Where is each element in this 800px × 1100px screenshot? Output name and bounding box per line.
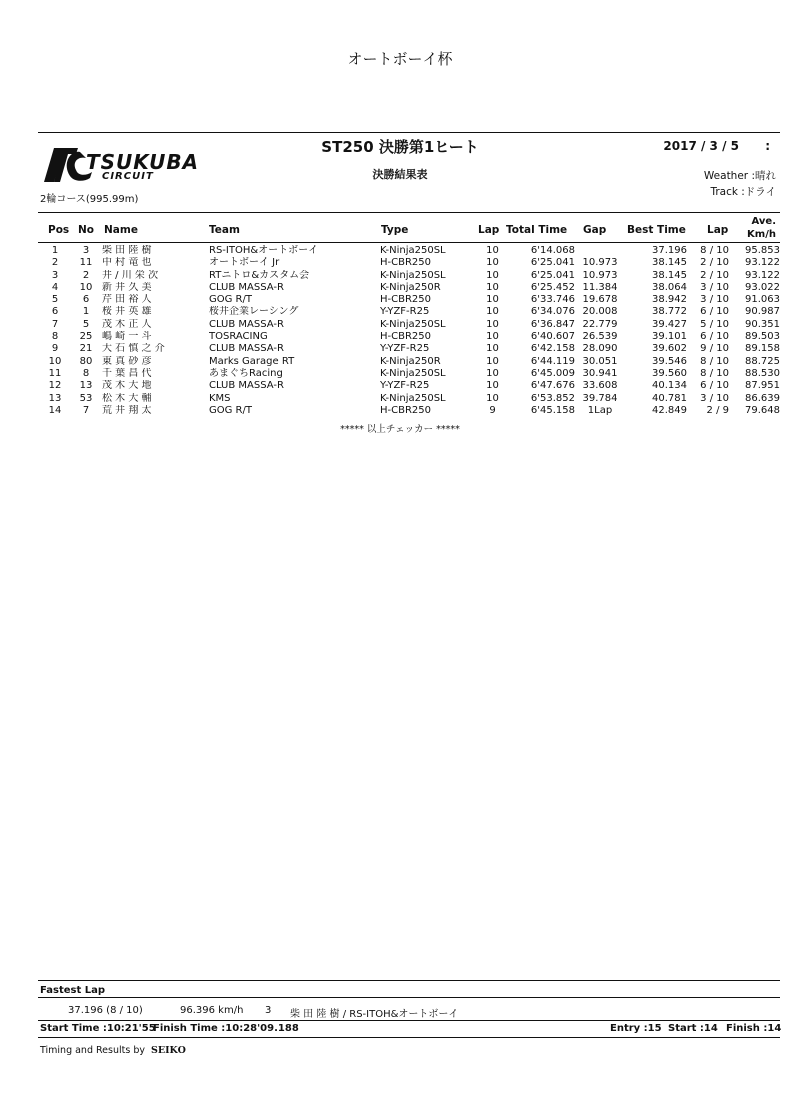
- row-lap: 10: [486, 343, 499, 355]
- table-row: [40, 380, 780, 392]
- row-total-time: 6'33.746: [530, 294, 575, 306]
- results-body: [40, 245, 780, 417]
- row-best-time: 42.849: [652, 404, 687, 416]
- race-date: [663, 139, 770, 153]
- row-team: RTニトロ&カスタム会: [209, 269, 310, 281]
- row-lap: 10: [486, 380, 499, 392]
- row-average-speed: 95.853: [745, 245, 780, 256]
- row-lap: 10: [486, 281, 499, 293]
- row-no: 1: [82, 306, 90, 318]
- row-gap: 11.384: [582, 281, 618, 293]
- race-date-extra: :: [765, 139, 770, 153]
- table-row: [40, 368, 780, 380]
- row-name: 松 木 大 輔: [102, 392, 152, 404]
- finish-time: Finish Time :10:28'09.188: [153, 1023, 299, 1034]
- row-total-time: 6'14.068: [530, 245, 575, 256]
- row-total-time: 6'45.158: [530, 404, 575, 416]
- row-total-time: 6'25.041: [530, 257, 575, 269]
- row-total-time: 6'40.607: [530, 331, 575, 343]
- row-name: 千 葉 昌 代: [102, 367, 152, 379]
- row-best-time: 38.064: [652, 281, 687, 293]
- row-lap: 10: [486, 269, 499, 281]
- header-top-rule: [38, 132, 780, 133]
- row-type: H-CBR250: [380, 294, 432, 306]
- row-total-time: 6'53.852: [530, 392, 575, 404]
- row-name: 茂 木 正 人: [102, 318, 152, 330]
- table-row: [40, 282, 780, 294]
- row-pos: 14: [48, 404, 62, 416]
- row-gap: 1Lap: [587, 404, 613, 416]
- row-best-lap: 9 / 10: [700, 343, 729, 355]
- row-lap: 10: [486, 331, 499, 343]
- logo-subtext: CIRCUIT: [102, 171, 154, 182]
- row-total-time: 6'45.009: [530, 367, 575, 379]
- row-type: K-Ninja250SL: [380, 318, 446, 330]
- row-best-lap: 8 / 10: [700, 245, 729, 256]
- table-row: [40, 306, 780, 318]
- row-no: 25: [79, 331, 93, 343]
- row-best-lap: 5 / 10: [700, 318, 729, 330]
- row-best-time: 39.101: [652, 331, 687, 343]
- col-best-lap: Lap: [707, 224, 729, 236]
- row-no: 21: [79, 343, 93, 355]
- row-best-time: 39.560: [652, 367, 687, 379]
- row-team: RS-ITOH&オートボーイ: [209, 245, 319, 256]
- row-team: オートボーイ Jr: [209, 257, 280, 269]
- table-row: [40, 257, 780, 269]
- col-name: Name: [104, 224, 138, 236]
- row-best-lap: 2 / 10: [700, 269, 729, 281]
- track-info: Track :ドライ: [710, 186, 776, 198]
- row-no: 6: [82, 294, 90, 306]
- row-team: GOG R/T: [209, 294, 252, 306]
- col-lap: Lap: [478, 224, 500, 236]
- row-gap: 10.973: [582, 269, 618, 281]
- col-average-label: Ave.: [751, 216, 776, 227]
- row-best-lap: 6 / 10: [700, 380, 729, 392]
- row-type: Y-YZF-R25: [380, 380, 430, 392]
- entry-count: Entry :15: [610, 1023, 662, 1034]
- row-lap: 10: [486, 392, 499, 404]
- checker-note: ***** 以上チェッカー *****: [340, 424, 460, 435]
- row-lap: 9: [489, 404, 496, 416]
- row-gap: 10.973: [582, 257, 618, 269]
- row-average-speed: 89.503: [745, 331, 780, 343]
- row-type: H-CBR250: [380, 257, 432, 269]
- race-date-value: 2017 / 3 / 5: [663, 139, 739, 153]
- row-name: 茂 木 大 地: [102, 380, 152, 392]
- row-name: 中 村 竜 也: [102, 257, 152, 269]
- fastest-mid-rule: [38, 997, 780, 998]
- row-best-lap: 2 / 9: [706, 404, 729, 416]
- row-team: CLUB MASSA-R: [209, 380, 284, 392]
- row-best-lap: 8 / 10: [700, 355, 729, 367]
- row-gap: 28.090: [582, 343, 618, 355]
- row-average-speed: 90.351: [745, 318, 780, 330]
- table-row: [40, 245, 780, 257]
- row-no: 3: [82, 245, 90, 256]
- row-average-speed: 91.063: [745, 294, 780, 306]
- row-type: H-CBR250: [380, 331, 432, 343]
- row-gap: 30.941: [582, 367, 618, 379]
- row-pos: 6: [51, 306, 59, 318]
- row-best-lap: 3 / 10: [700, 281, 729, 293]
- table-row: [40, 393, 780, 405]
- row-total-time: 6'47.676: [530, 380, 575, 392]
- row-no: 11: [79, 257, 93, 269]
- row-best-time: 38.145: [652, 269, 687, 281]
- row-best-time: 39.602: [652, 343, 687, 355]
- col-average-speed: [736, 215, 776, 241]
- columns-bottom-rule: [38, 242, 780, 243]
- row-gap: [575, 245, 625, 257]
- results-table: [40, 245, 780, 417]
- row-team: 桜井企業レーシング: [209, 306, 299, 318]
- row-team: KMS: [209, 392, 231, 404]
- row-average-speed: 93.122: [745, 269, 780, 281]
- row-no: 7: [82, 404, 90, 416]
- results-subtitle: 決勝結果表: [372, 168, 428, 181]
- row-average-speed: 88.530: [745, 367, 780, 379]
- row-name: 新 井 久 美: [102, 281, 152, 293]
- fastest-lap-speed: 96.396 km/h: [180, 1005, 244, 1016]
- table-row: [40, 356, 780, 368]
- col-gap: Gap: [583, 224, 607, 236]
- row-gap: 33.608: [582, 380, 618, 392]
- row-type: K-Ninja250SL: [380, 269, 446, 281]
- row-best-time: 40.134: [652, 380, 687, 392]
- row-best-lap: 3 / 10: [700, 392, 729, 404]
- row-total-time: 6'25.452: [530, 281, 575, 293]
- row-pos: 7: [51, 318, 59, 330]
- row-no: 53: [79, 392, 93, 404]
- columns-top-rule: [38, 212, 780, 213]
- row-average-speed: 88.725: [745, 355, 780, 367]
- row-best-time: 38.145: [652, 257, 687, 269]
- row-name: 桜 井 英 雄: [102, 306, 152, 318]
- row-team: あまぐちRacing: [209, 367, 283, 379]
- row-name: 荒 井 翔 太: [102, 404, 152, 416]
- row-team: CLUB MASSA-R: [209, 318, 284, 330]
- row-pos: 8: [51, 331, 59, 343]
- row-type: K-Ninja250R: [380, 281, 441, 293]
- fastest-lap-number: 3: [265, 1005, 272, 1016]
- fastest-lap-time: 37.196 (8 / 10): [68, 1005, 143, 1016]
- table-row: [40, 270, 780, 282]
- row-pos: 10: [48, 355, 62, 367]
- row-lap: 10: [486, 294, 499, 306]
- col-total-time: Total Time: [506, 224, 568, 236]
- col-type: Type: [381, 224, 409, 236]
- row-average-speed: 93.022: [745, 281, 780, 293]
- row-pos: 2: [51, 257, 59, 269]
- logo-text: TSUKUBA: [86, 150, 200, 174]
- row-best-time: 37.196: [652, 245, 687, 256]
- seiko-brand: SEIKO: [151, 1045, 186, 1056]
- row-pos: 9: [51, 343, 59, 355]
- row-type: K-Ninja250SL: [380, 245, 446, 256]
- row-total-time: 6'25.041: [530, 269, 575, 281]
- row-no: 2: [82, 269, 90, 281]
- weather-info: Weather :晴れ: [703, 170, 776, 182]
- row-lap: 10: [486, 245, 499, 256]
- row-best-time: 39.546: [652, 355, 687, 367]
- row-best-lap: 6 / 10: [700, 331, 729, 343]
- row-gap: 22.779: [582, 318, 618, 330]
- row-no: 5: [82, 318, 90, 330]
- row-total-time: 6'36.847: [530, 318, 575, 330]
- row-type: H-CBR250: [380, 404, 432, 416]
- row-best-lap: 3 / 10: [700, 294, 729, 306]
- timing-credit-text: Timing and Results by: [40, 1045, 145, 1056]
- row-name: 大 石 慎 之 介: [102, 343, 165, 355]
- row-lap: 10: [486, 306, 499, 318]
- col-average-unit: Km/h: [747, 229, 776, 240]
- col-pos: Pos: [48, 224, 70, 236]
- row-best-lap: 2 / 10: [700, 257, 729, 269]
- row-average-speed: 86.639: [745, 392, 780, 404]
- row-best-lap: 8 / 10: [700, 367, 729, 379]
- row-no: 8: [82, 367, 90, 379]
- table-row: [40, 405, 780, 417]
- row-total-time: 6'44.119: [530, 355, 575, 367]
- row-type: K-Ninja250R: [380, 355, 441, 367]
- finish-count: Finish :14: [726, 1023, 782, 1034]
- row-type: K-Ninja250SL: [380, 392, 446, 404]
- table-row: [40, 319, 780, 331]
- summary-bottom-rule: [38, 1037, 780, 1038]
- course-label: 2輪コース(995.99m): [40, 194, 139, 205]
- row-gap: 19.678: [582, 294, 618, 306]
- row-type: K-Ninja250SL: [380, 367, 446, 379]
- fastest-top-rule: [38, 980, 780, 981]
- row-name: 東 真 砂 彦: [102, 355, 152, 367]
- row-team: CLUB MASSA-R: [209, 281, 284, 293]
- col-best-time: Best Time: [627, 224, 686, 236]
- row-pos: 1: [51, 245, 59, 256]
- row-name: 井 / 川 栄 次: [102, 269, 159, 281]
- row-best-time: 40.781: [652, 392, 687, 404]
- row-no: 10: [79, 281, 93, 293]
- row-average-speed: 87.951: [745, 380, 780, 392]
- summary-top-rule: [38, 1020, 780, 1021]
- row-total-time: 6'34.076: [530, 306, 575, 318]
- race-title: ST250 決勝第1ヒート: [321, 138, 479, 156]
- fastest-lap-rider: 柴 田 陸 樹 / RS-ITOH&オートボーイ: [290, 1009, 459, 1020]
- row-type: Y-YZF-R25: [380, 343, 430, 355]
- row-gap: 20.008: [582, 306, 618, 318]
- timing-credit: [40, 1045, 186, 1056]
- table-row: [40, 294, 780, 306]
- row-name: 柴 田 陸 樹: [102, 245, 152, 256]
- row-average-speed: 79.648: [745, 404, 780, 416]
- row-pos: 4: [51, 281, 59, 293]
- row-pos: 13: [48, 392, 62, 404]
- row-best-time: 39.427: [652, 318, 687, 330]
- row-no: 80: [79, 355, 93, 367]
- row-lap: 10: [486, 318, 499, 330]
- start-count: Start :14: [668, 1023, 718, 1034]
- row-no: 13: [79, 380, 93, 392]
- row-best-lap: 6 / 10: [700, 306, 729, 318]
- row-pos: 3: [51, 269, 59, 281]
- row-lap: 10: [486, 367, 499, 379]
- row-total-time: 6'42.158: [530, 343, 575, 355]
- row-gap: 26.539: [582, 331, 618, 343]
- row-average-speed: 89.158: [745, 343, 780, 355]
- row-lap: 10: [486, 355, 499, 367]
- row-best-time: 38.942: [652, 294, 687, 306]
- table-row: [40, 343, 780, 355]
- row-name: 芹 田 裕 人: [102, 294, 152, 306]
- col-no: No: [78, 224, 95, 236]
- row-best-time: 38.772: [652, 306, 687, 318]
- table-row: [40, 331, 780, 343]
- row-type: Y-YZF-R25: [380, 306, 430, 318]
- row-average-speed: 93.122: [745, 257, 780, 269]
- row-team: GOG R/T: [209, 404, 252, 416]
- row-team: Marks Garage RT: [209, 355, 295, 367]
- row-name: 嶋 崎 一 斗: [102, 331, 152, 343]
- row-pos: 11: [48, 367, 62, 379]
- row-pos: 5: [51, 294, 59, 306]
- tsukuba-circuit-logo: [40, 142, 220, 188]
- row-average-speed: 90.987: [745, 306, 780, 318]
- fastest-lap-title: Fastest Lap: [40, 985, 105, 996]
- row-team: CLUB MASSA-R: [209, 343, 284, 355]
- row-team: TOSRACING: [209, 331, 268, 343]
- row-gap: 30.051: [582, 355, 618, 367]
- start-time: Start Time :10:21'55: [40, 1023, 156, 1034]
- col-team: Team: [209, 224, 240, 236]
- row-gap: 39.784: [582, 392, 618, 404]
- cup-title: オートボーイ杯: [347, 50, 453, 68]
- row-pos: 12: [48, 380, 62, 392]
- row-lap: 10: [486, 257, 499, 269]
